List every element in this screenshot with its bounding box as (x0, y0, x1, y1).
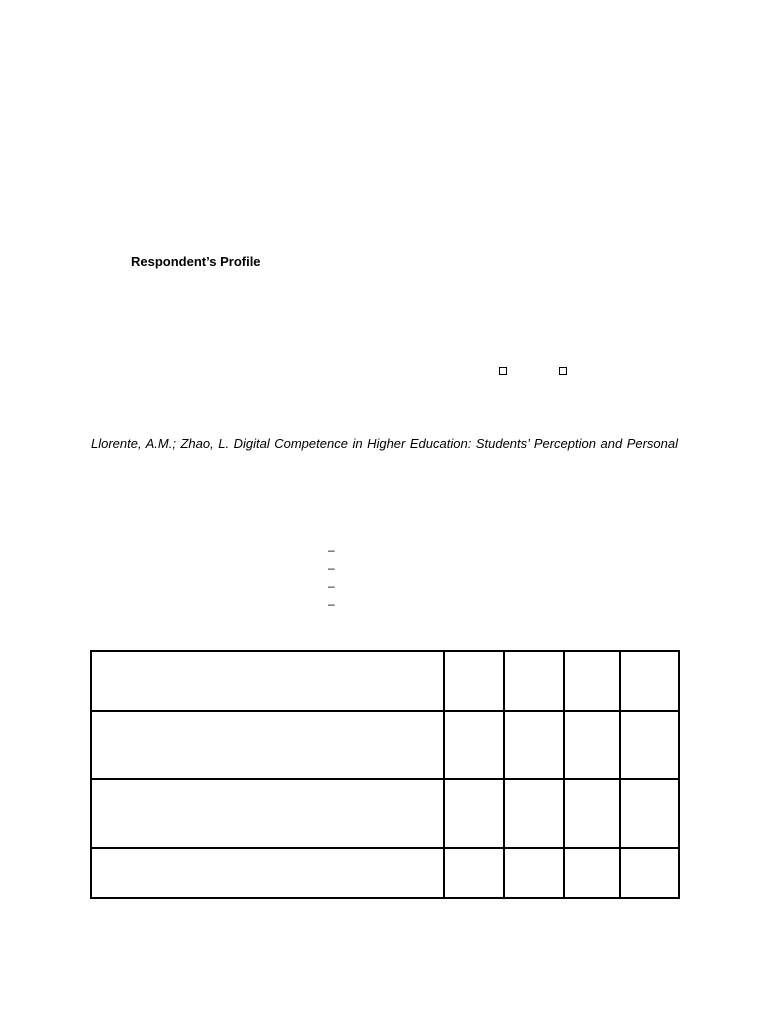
reference-citation: Llorente, A.M.; Zhao, L. Digital Competence in Higher Education: Students’ Perception and Personal (91, 436, 678, 451)
rating-table (90, 650, 680, 899)
table-cell (92, 849, 443, 897)
table-rating-cell[interactable] (445, 712, 503, 778)
table-header-cell (505, 652, 563, 710)
scale-marker: – (328, 543, 335, 557)
table-header-cell (92, 652, 443, 710)
scale-marker: – (328, 561, 335, 575)
table-rating-cell[interactable] (621, 849, 678, 897)
table-border (678, 650, 680, 899)
scale-marker: – (328, 597, 335, 611)
table-rating-cell[interactable] (505, 780, 563, 847)
table-border (90, 897, 680, 899)
scale-marker: – (328, 579, 335, 593)
section-heading: Respondent’s Profile (131, 254, 261, 269)
table-rating-cell[interactable] (565, 712, 619, 778)
table-rating-cell[interactable] (505, 849, 563, 897)
table-rating-cell[interactable] (565, 780, 619, 847)
table-header-cell (445, 652, 503, 710)
table-rating-cell[interactable] (621, 712, 678, 778)
checkbox-option-2[interactable] (559, 367, 567, 375)
table-rating-cell[interactable] (565, 849, 619, 897)
table-rating-cell[interactable] (621, 780, 678, 847)
table-header-cell (621, 652, 678, 710)
table-rating-cell[interactable] (505, 712, 563, 778)
checkbox-option-1[interactable] (499, 367, 507, 375)
table-rating-cell[interactable] (445, 849, 503, 897)
table-rating-cell[interactable] (445, 780, 503, 847)
table-cell (92, 712, 443, 778)
table-cell (92, 780, 443, 847)
table-header-cell (565, 652, 619, 710)
